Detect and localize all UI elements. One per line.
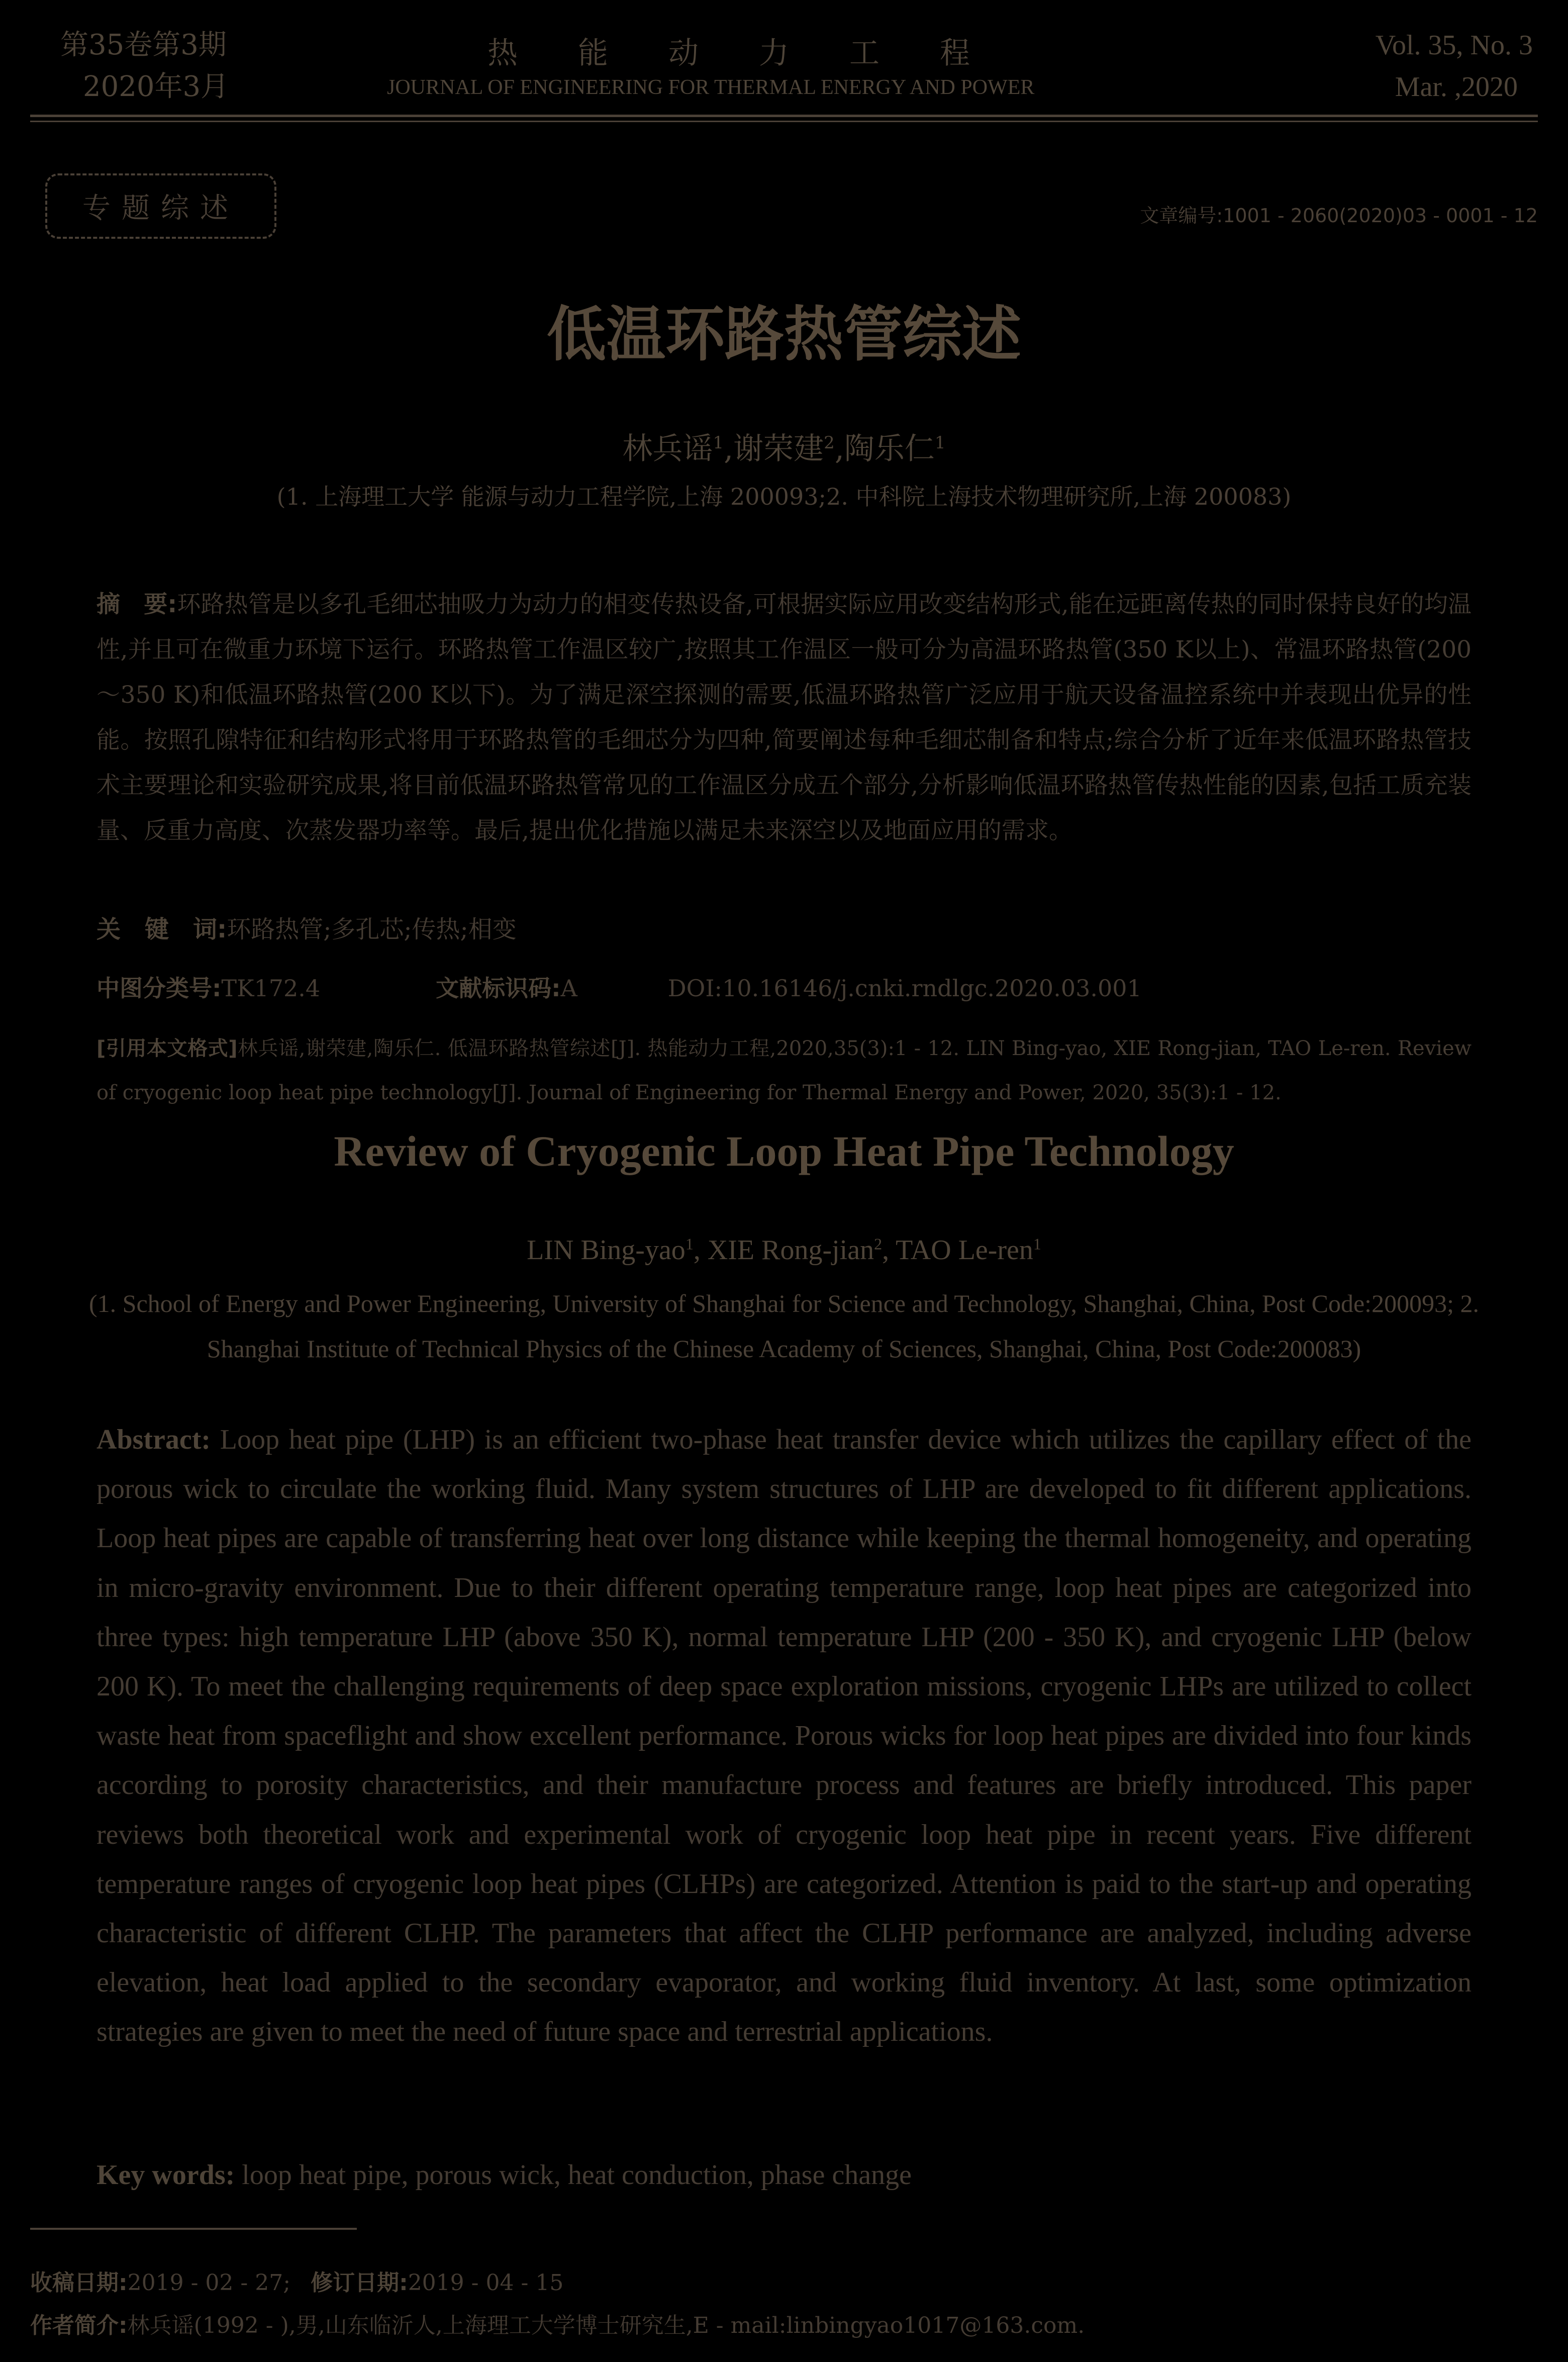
issue-date-cn: 2020年3月 (83, 70, 229, 103)
abstract-en (96, 1415, 1472, 2057)
author-sup: 1 (685, 1235, 694, 1253)
keywords-cn-text: 环路热管;多孔芯;传热;相变 (227, 915, 517, 943)
abstract-cn-text: 环路热管是以多孔毛细芯抽吸力为动力的相变传热设备,可根据实际应用改变结构形式,能在远距离传热的同时保持良好的均温性,并且可在微重力环境下运行。环路热管工作温区较广,按照其工作温区一般可分为高温环路热管(350 K以上)、常温环路热管(200～350 K)和低温环路热管(200 K以下)。为了满足深空探测的需要,低温环路热管广泛应用于航天设备温控系统中并表现出优异的性能。按照孔隙特征和结构形式将用于环路热管的毛细芯分为四种,简要阐述每种毛细芯制备和特点;综合分析了近年来低温环路热管技术主要理论和实验研究成果,将目前低温环路热管常见的工作温区分成五个部分,分析影响低温环路热管传热性能的因素,包括工质充装量、反重力高度、次蒸发器功率等。最后,提出优化措施以满足未来深空以及地面应用的需求。 (96, 591, 1472, 844)
column-tag: 专题综述 (45, 173, 276, 239)
article-number: 文章编号:1001 - 2060(2020)03 - 0001 - 12 (1140, 205, 1538, 227)
header-rule-bottom (30, 121, 1538, 122)
authors-cn (0, 425, 1568, 468)
author-sup: 2 (874, 1235, 883, 1253)
footnote-rule (30, 2228, 357, 2230)
abstract-en-text: Loop heat pipe (LHP) is an efficient two-phase heat transfer device which utilizes the capillary effect of the porous wick to circulate the working fluid. Many system structures of LHP are developed to fit different applications. Loop heat pipes are capable of transferring heat over long distance while keeping the thermal homogeneity, and operating in micro-gravity environment. Due to their different operating temperature range, loop heat pipes are categorized into three types: high temperature LHP (above 350 K), normal temperature LHP (200 - 350 K), and cryogenic LHP (below 200 K). To meet the challenging requirements of deep space exploration missions, cryogenic LHPs are utilized to collect waste heat from spaceflight and show excellent performance. Porous wicks for loop heat pipes are divided into four kinds according to porosity characteristics, and their manufacture process and features are briefly introduced. This paper reviews both theoretical work and experimental work of cryogenic loop heat pipe in recent years. Five different temperature ranges of cryogenic loop heat pipes (CLHPs) are categorized. Attention is paid to the start-up and operating characteristic of different CLHP. The parameters that affect the CLHP performance are analyzed, including adverse elevation, heat load applied to the secondary evaporator, and working fluid inventory. At last, some optimization strategies are given to meet the need of future space and terrestrial applications. (96, 1424, 1472, 2048)
issue-date-en: Mar. ,2020 (1395, 71, 1518, 103)
keywords-cn-label: 关 键 词: (96, 915, 227, 943)
affiliation-cn: (1. 上海理工大学 能源与动力工程学院,上海 200093;2. 中科院上海技术物理研究所,上海 200083) (276, 483, 1292, 510)
author-cn: ,陶乐仁 (834, 431, 935, 466)
revised-date: 2019 - 04 - 15 (408, 2270, 564, 2296)
issue-volume-en: Vol. 35, No. 3 (1375, 30, 1533, 61)
keywords-cn (96, 910, 517, 944)
bio-text: 林兵谣(1992 - ),男,山东临沂人,上海理工大学博士研究生,E - mail:linbingyao1017@163.com. (127, 2313, 1085, 2338)
journal-name-cn: 热 能 动 力 工 程 (487, 36, 970, 71)
citation (96, 1026, 1472, 1115)
author-cn: ,谢荣建 (724, 431, 824, 466)
citation-text: 林兵谣,谢荣建,陶乐仁. 低温环路热管综述[J]. 热能动力工程,2020,35(3):1 - 12. LIN Bing-yao, XIE Rong-jian, TAO Le-ren. Review of cryogenic loop heat pipe technology[J]. Journal of Engineering for Thermal Energy and Power, 2020, 35(3):1 - 12. (96, 1037, 1472, 1104)
author-en: LIN Bing-yao (527, 1235, 685, 1266)
footnote-dates (30, 2264, 563, 2297)
title-cn: 低温环路热管综述 (546, 300, 1021, 369)
doi: DOI:10.16146/j.cnki.rndlgc.2020.03.001 (667, 975, 1142, 1002)
clc-value: TK172.4 (221, 975, 321, 1002)
doc-code-label: 文献标识码: (436, 975, 561, 1002)
author-en: , XIE Rong-jian (693, 1235, 874, 1266)
abstract-cn-label: 摘 要: (96, 591, 177, 618)
author-cn: 林兵谣 (622, 431, 713, 466)
abstract-en-label: Abstract: (96, 1424, 211, 1455)
journal-name-en: JOURNAL OF ENGINEERING FOR THERMAL ENERGY AND POWER (387, 76, 1035, 99)
author-sup: 1 (934, 433, 946, 453)
revised-label: 修订日期: (311, 2270, 408, 2296)
doc-code-value: A (560, 975, 577, 1002)
footnote-bio (30, 2307, 1085, 2339)
affiliation-en: (1. School of Energy and Power Engineering, University of Shanghai for Science and Technology, Shanghai, China, Post Code:200093; 2. Shanghai Institute of Technical Physics of the Chinese Academy of Sciences, Shanghai, China, Post Code:200083) (89, 1289, 1479, 1363)
keywords-en-label: Key words: (96, 2159, 235, 2191)
abstract-cn (96, 582, 1472, 854)
keywords-en-text: loop heat pipe, porous wick, heat conduction, phase change (235, 2159, 912, 2191)
author-sup: 1 (1033, 1235, 1041, 1253)
author-sup: 2 (824, 433, 835, 453)
received-label: 收稿日期: (30, 2270, 128, 2296)
classification-line (96, 970, 1142, 1003)
clc-label: 中图分类号: (96, 975, 222, 1002)
author-sup: 1 (713, 433, 724, 453)
header-rule-top (30, 115, 1538, 117)
author-en: , TAO Le-ren (882, 1235, 1033, 1266)
keywords-en (96, 2159, 912, 2191)
citation-label: [引用本文格式] (96, 1037, 238, 1060)
title-en: Review of Cryogenic Loop Heat Pipe Technology (334, 1127, 1234, 1175)
issue-volume-cn: 第35卷第3期 (60, 29, 227, 61)
authors-en (0, 1234, 1568, 1266)
bio-label: 作者简介: (30, 2313, 128, 2338)
received-date: 2019 - 02 - 27; (127, 2270, 291, 2296)
